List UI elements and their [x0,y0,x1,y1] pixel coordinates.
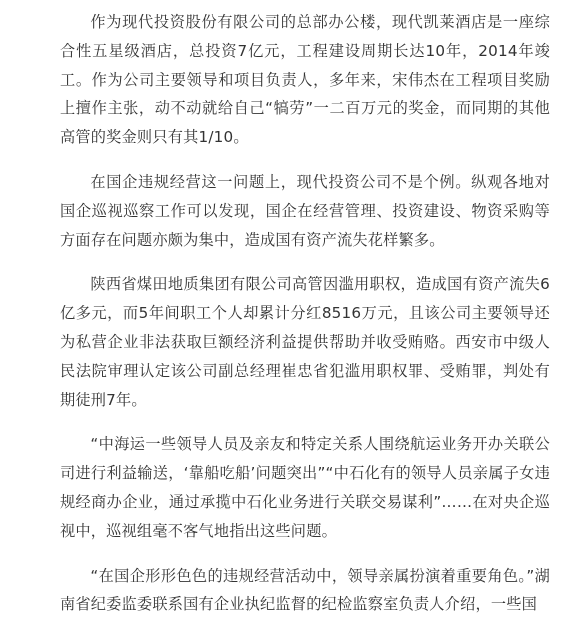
article-paragraph-5: “在国企形形色色的违规经营活动中，领导亲属扮演着重要角色。”湖南省纪委监委联系国有企业执纪监督的纪检监察室负责人介绍，一些国 [60,566,550,614]
article-paragraph-1: 作为现代投资股份有限公司的总部办公楼，现代凯莱酒店是一座综合性五星级酒店，总投资7亿元，工程建设周期长达10年，2014年竣工。作为公司主要领导和项目负责人，多年来，宋伟杰在工程项目奖励上擅作主张，动不动就给自己“犒劳”一二百万元的奖金，而同期的其他高管的奖金则只有其1/10。 [60,13,550,147]
article-paragraph-4: “中海运一些领导人员及亲友和特定关系人围绕航运业务开办关联公司进行利益输送，‘靠船吃船’问题突出”“中石化有的领导人员亲属子女违规经商办企业，通过承揽中石化业务进行关联交易谋利”……在对央企巡视中，巡视组毫不客气地指出这些问题。 [60,435,550,540]
article-paragraph-3: 陕西省煤田地质集团有限公司高管因滥用职权，造成国有资产流失6亿多元，而5年间职工个人却累计分红8516万元，且该公司主要领导还为私营企业非法获取巨额经济利益提供帮助并收受贿赂。西安市中级人民法院审理认定该公司副总经理崔忠省犯滥用职权罪、受贿罪，判处有期徒刑7年。 [60,275,550,409]
article-body [60,0,550,635]
article-paragraph-2: 在国企违规经营这一问题上，现代投资公司不是个例。纵观各地对国企巡视巡察工作可以发现，国企在经营管理、投资建设、物资采购等方面存在问题亦颇为集中，造成国有资产流失花样繁多。 [60,172,550,249]
